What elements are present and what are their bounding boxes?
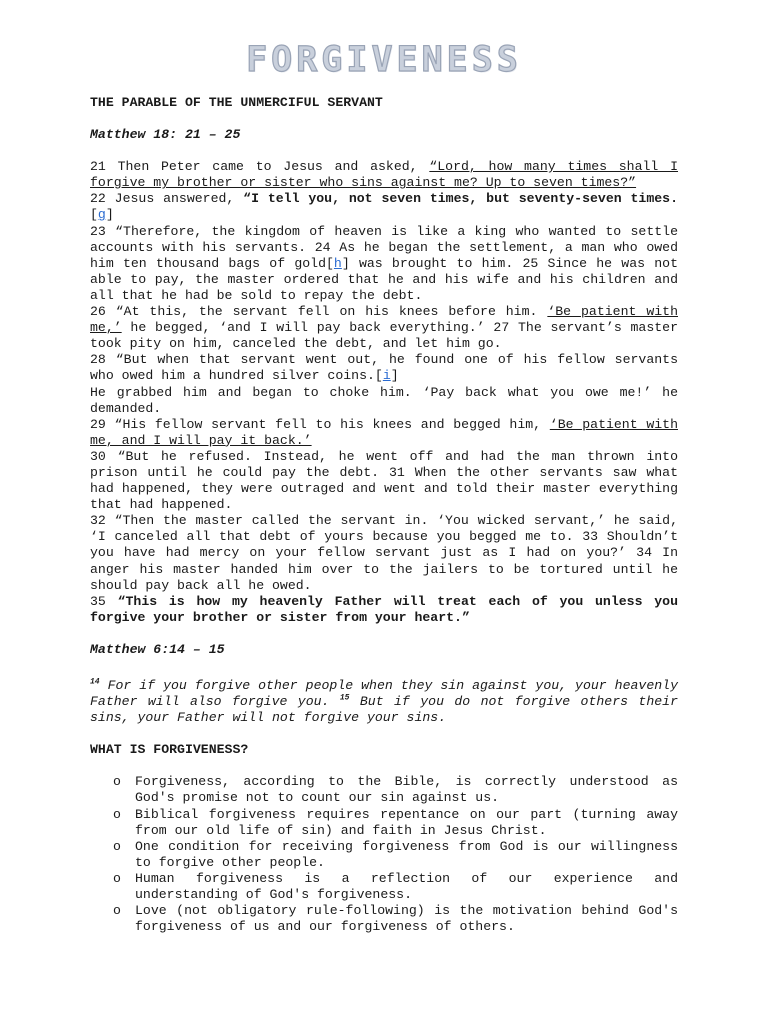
verse-35-bold: “This is how my heavenly Father will treat each of you unless you forgive your brother or sister from your heart.” xyxy=(90,593,678,625)
verse-29-text: 29 “His fellow servant fell to his knees and begged him, xyxy=(90,416,550,432)
list-item-text: Human forgiveness is a reflection of our experience and understanding of God's forgiveness. xyxy=(135,870,678,903)
list-item xyxy=(90,871,678,903)
section-heading-parable: THE PARABLE OF THE UNMERCIFUL SERVANT xyxy=(90,95,383,110)
verse-35-number: 35 xyxy=(90,593,118,609)
verse-number-14: 14 xyxy=(90,677,100,687)
scripture-reference-matthew-18: Matthew 18: 21 – 25 xyxy=(90,127,241,143)
list-item-text: Love (not obligatory rule-following) is the motivation behind God's forgiveness of us and our forgiveness of others. xyxy=(135,903,678,935)
verse-15-text: But if you do not forgive others their sins, your Father will not forgive your sins. xyxy=(90,694,679,726)
verse-26-quote: ‘Be patient with me,’ xyxy=(90,304,678,336)
verse-22 xyxy=(90,191,678,223)
verse-14-text: For if you forgive other people when they sin against you, your heavenly Father will also forgive you. xyxy=(90,678,678,710)
footnote-link-g[interactable]: g xyxy=(97,207,106,223)
footnote-link-h[interactable]: h xyxy=(333,255,342,271)
document-body xyxy=(90,95,678,935)
verse-21-quote: “Lord, how many times shall I forgive my brother or sister who sins against me? Up to seven times?” xyxy=(90,159,679,191)
verse-number-15: 15 xyxy=(339,693,350,703)
bullet-marker: o xyxy=(113,838,121,854)
verse-21-text: 21 Then Peter came to Jesus and asked, xyxy=(90,159,430,175)
verse-26-27-text: he begged, ‘and I will pay back everything.’ 27 The servant’s master took pity on him, canceled the debt, and let him go. xyxy=(90,320,678,352)
verse-28 xyxy=(90,352,678,384)
list-item-text: Forgiveness, according to the Bible, is correctly understood as God's promise not to count our sin against us. xyxy=(135,774,678,806)
verses-23-25 xyxy=(90,224,678,304)
list-item xyxy=(90,839,678,871)
matthew-6-passage xyxy=(90,678,678,726)
verse-23-text: 23 “Therefore, the kingdom of heaven is like a king who wanted to settle accounts with his servants. 24 As he began the settlement, a man who owed him ten thousand bags of gold[ xyxy=(90,223,678,271)
verses-32-34: 32 “Then the master called the servant in. ‘You wicked servant,’ he said, ‘I canceled all that debt of yours because you begged me to. 33 Shouldn’t you have had mercy on your fellow servant just as I had on you?’ 34 In anger his master handed him over to the jailers to be tortured until he should pay back all he owed. xyxy=(90,513,678,593)
list-item xyxy=(90,903,678,935)
verse-29-quote: ‘Be patient with me, and I will pay it back.’ xyxy=(90,416,678,448)
verse-28-text: 28 “But when that servant went out, he found one of his fellow servants who owed him a hundred silver coins.[ xyxy=(90,352,678,384)
list-item-text: One condition for receiving forgiveness from God is our willingness to forgive other people. xyxy=(135,838,678,870)
footnote-link-i[interactable]: i xyxy=(382,368,391,384)
bullet-marker: o xyxy=(113,774,121,790)
verse-22-text: 22 Jesus answered, xyxy=(90,191,244,207)
verse-35 xyxy=(90,594,678,626)
verse-26-text: 26 “At this, the servant fell on his knees before him. xyxy=(90,304,548,320)
bullet-marker: o xyxy=(113,806,121,822)
footnote-bracket: ] xyxy=(105,207,114,223)
page-title: FORGIVENESS xyxy=(246,40,522,80)
verse-29 xyxy=(90,417,678,449)
list-item xyxy=(90,774,678,806)
footnote-bracket: [ xyxy=(90,207,98,223)
verse-24-25-text: ] was brought to him. 25 Since he was not able to pay, the master ordered that he and his wife and his children and all that he had be sold to repay the debt. xyxy=(90,255,679,303)
list-item-text: Biblical forgiveness requires repentance on our part (turning away from our old life of sin) and faith in Jesus Christ. xyxy=(135,806,678,838)
bullet-marker: o xyxy=(113,903,121,919)
verses-30-31: 30 “But he refused. Instead, he went off and had the man thrown into prison until he could pay the debt. 31 When the other servants saw what had happened, they were outraged and went and told their master everything that had happened. xyxy=(90,448,678,513)
verse-22-bold: “I tell you, not seven times, but seventy-seven times. xyxy=(243,191,678,207)
footnote-bracket: ] xyxy=(390,368,399,384)
forgiveness-bullet-list xyxy=(90,774,678,935)
verse-21 xyxy=(90,159,678,191)
list-item xyxy=(90,807,678,839)
verse-28-continued: He grabbed him and began to choke him. ‘Pay back what you owe me!’ he demanded. xyxy=(90,384,678,416)
verses-26-27 xyxy=(90,304,678,352)
bullet-marker: o xyxy=(113,870,121,886)
scripture-reference-matthew-6: Matthew 6:14 – 15 xyxy=(90,641,225,657)
section-heading-what-is-forgiveness: WHAT IS FORGIVENESS? xyxy=(90,742,249,758)
